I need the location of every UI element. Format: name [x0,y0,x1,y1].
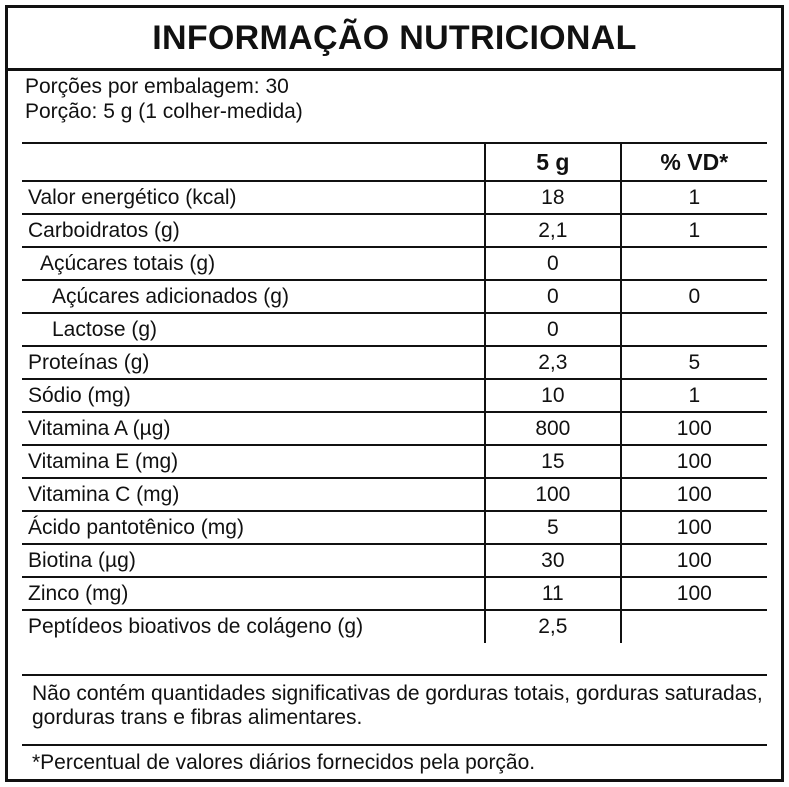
nutrient-label: Açúcares adicionados (g) [22,280,485,313]
nutrient-label: Ácido pantotênico (mg) [22,511,485,544]
header-amount-cell: 5 g [485,144,620,181]
nutrient-amount: 18 [485,181,620,214]
servings-per-package: Porções por embalagem: 30 [25,75,289,98]
nutrient-dv [621,610,767,643]
serving-size: Porção: 5 g (1 colher-medida) [25,100,303,123]
table-row [22,511,767,544]
nutrient-dv: 0 [621,280,767,313]
table-row [22,313,767,346]
table-header-row [22,144,767,181]
nutrient-amount: 0 [485,280,620,313]
nutrient-dv: 100 [621,544,767,577]
nutrient-amount: 30 [485,544,620,577]
table-row [22,280,767,313]
nutrient-label: Valor energético (kcal) [22,181,485,214]
table-row [22,379,767,412]
nutrition-table [22,144,767,643]
table-row [22,577,767,610]
nutrient-label: Biotina (µg) [22,544,485,577]
nutrient-label: Zinco (mg) [22,577,485,610]
nutrient-label: Vitamina E (mg) [22,445,485,478]
nutrient-amount: 2,1 [485,214,620,247]
nutrient-amount: 2,3 [485,346,620,379]
footnote-rule [22,744,767,746]
nutrient-amount: 10 [485,379,620,412]
nutrient-dv: 5 [621,346,767,379]
nutrient-dv: 1 [621,181,767,214]
nutrient-dv: 100 [621,412,767,445]
nutrient-dv: 1 [621,379,767,412]
table-row [22,346,767,379]
table-row [22,610,767,643]
nutrient-amount: 800 [485,412,620,445]
header-dv-cell: % VD* [621,144,767,181]
table-row [22,214,767,247]
nutrient-amount: 0 [485,313,620,346]
nutrient-label: Vitamina A (µg) [22,412,485,445]
nutrient-dv [621,313,767,346]
nutrient-amount: 100 [485,478,620,511]
nutrient-label: Vitamina C (mg) [22,478,485,511]
footnote: *Percentual de valores diários fornecidos pela porção. [32,751,536,774]
nutrient-label: Sódio (mg) [22,379,485,412]
nutrient-amount: 11 [485,577,620,610]
nutrient-dv: 100 [621,445,767,478]
panel-title: INFORMAÇÃO NUTRICIONAL [8,8,781,71]
nutrient-amount: 0 [485,247,620,280]
bottom-rule [22,674,767,676]
nutrient-dv: 100 [621,577,767,610]
nutrient-label: Lactose (g) [22,313,485,346]
nutrient-label: Peptídeos bioativos de colágeno (g) [22,610,485,643]
table-row [22,478,767,511]
nutrient-amount: 2,5 [485,610,620,643]
nutrient-dv: 100 [621,478,767,511]
nutrition-facts-panel [5,5,784,782]
nutrient-dv: 1 [621,214,767,247]
table-row [22,247,767,280]
table-row [22,412,767,445]
table-row [22,544,767,577]
not-significant-note: Não contém quantidades significativas de gorduras totais, gorduras saturadas, gorduras trans e fibras alimentares. [32,682,763,729]
nutrient-label: Proteínas (g) [22,346,485,379]
table-row [22,181,767,214]
nutrient-amount: 5 [485,511,620,544]
header-label-cell [22,144,485,181]
nutrient-dv: 100 [621,511,767,544]
nutrient-dv [621,247,767,280]
nutrient-amount: 15 [485,445,620,478]
nutrient-label: Açúcares totais (g) [22,247,485,280]
table-row [22,445,767,478]
nutrient-label: Carboidratos (g) [22,214,485,247]
serving-info [25,74,303,124]
